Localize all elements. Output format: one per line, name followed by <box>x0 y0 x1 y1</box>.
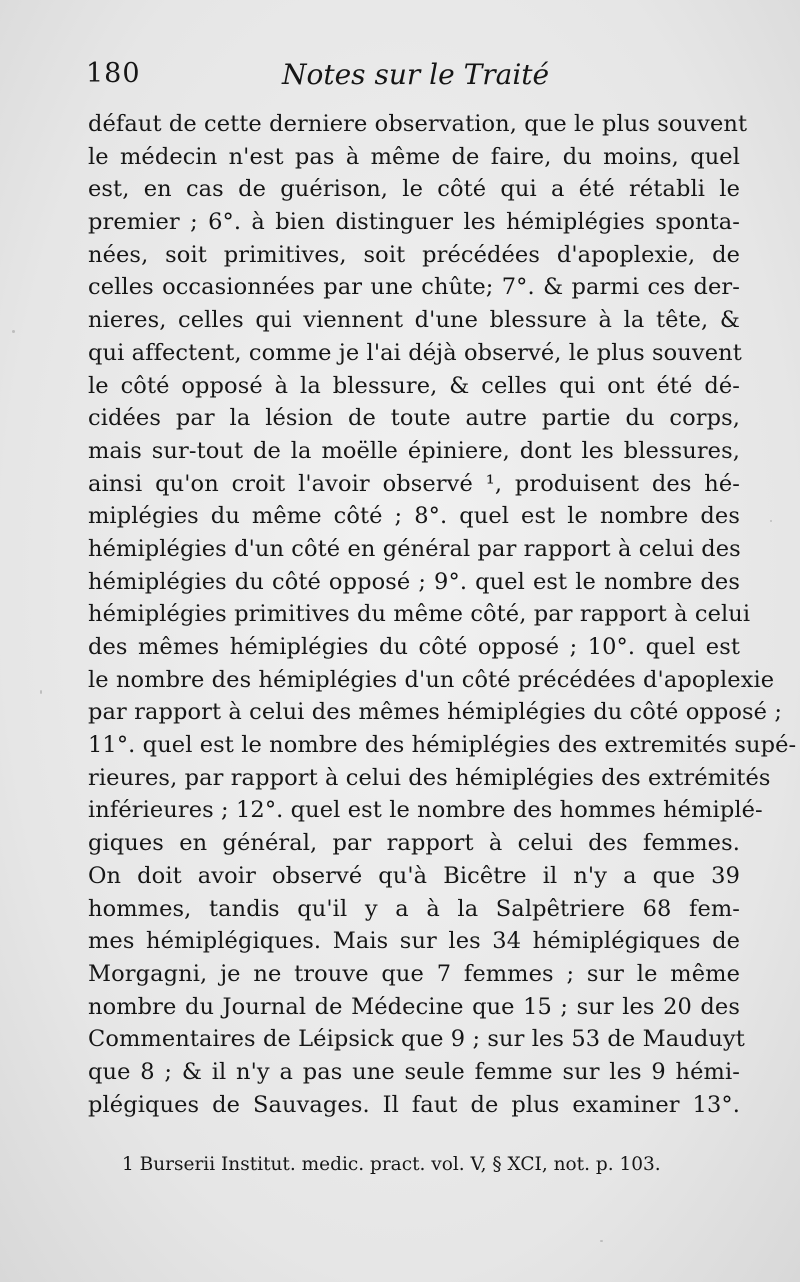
page-header <box>86 58 736 98</box>
text-line: celles occasionnées par une chûte; 7°. & parmi ces der- <box>88 274 740 301</box>
text-line: Morgagni, je ne trouve que 7 femmes ; sur le même <box>88 960 740 987</box>
footnote: 1 Burserii Institut. medic. pract. vol. V, § XCI, not. p. 103. <box>122 1154 661 1175</box>
paper-speck <box>770 520 772 522</box>
text-line: est, en cas de guérison, le côté qui a été rétabli le <box>88 176 740 203</box>
text-line: inférieures ; 12°. quel est le nombre des hommes hémiplé- <box>88 797 763 824</box>
text-line: le nombre des hémiplégies d'un côté précédées d'apoplexie <box>88 666 775 693</box>
text-line: giques en général, par rapport à celui des femmes. <box>88 830 740 857</box>
text-line: rieures, par rapport à celui des hémiplégies des extrémités <box>88 764 771 791</box>
paper-speck <box>600 1240 603 1242</box>
text-line: par rapport à celui des mêmes hémiplégies du côté opposé ; <box>88 699 782 726</box>
text-line: hémiplégies d'un côté en général par rapport à celui des <box>88 535 741 562</box>
text-line: miplégies du même côté ; 8°. quel est le nombre des <box>88 503 740 530</box>
text-line: mais sur-tout de la moëlle épiniere, dont les blessures, <box>88 437 740 464</box>
text-line: plégiques de Sauvages. Il faut de plus examiner 13°. <box>88 1091 740 1118</box>
text-line: le côté opposé à la blessure, & celles qui ont été dé- <box>88 372 740 399</box>
text-line: qui affectent, comme je l'ai déjà observé, le plus souvent <box>88 339 742 366</box>
text-line: le médecin n'est pas à même de faire, du moins, quel <box>88 143 740 170</box>
text-line: 11°. quel est le nombre des hémiplégies des extremités supé- <box>88 732 797 759</box>
text-line: que 8 ; & il n'y a pas une seule femme sur les 9 hémi- <box>88 1058 740 1085</box>
text-line: nieres, celles qui viennent d'une blessure à la tête, & <box>88 307 740 334</box>
text-line: mes hémiplégiques. Mais sur les 34 hémiplégiques de <box>88 928 740 955</box>
text-line: Commentaires de Léipsick que 9 ; sur les 53 de Mauduyt <box>88 1026 745 1053</box>
text-line: hommes, tandis qu'il y a à la Salpêtriere 68 fem- <box>88 895 740 922</box>
text-line: nombre du Journal de Médecine que 15 ; sur les 20 des <box>88 993 740 1020</box>
text-line: des mêmes hémiplégies du côté opposé ; 10°. quel est <box>88 634 740 660</box>
text-line: cidées par la lésion de toute autre partie du corps, <box>88 405 740 432</box>
text-line: nées, soit primitives, soit précédées d'apoplexie, de <box>88 241 740 268</box>
running-title: Notes sur le Traité <box>282 58 550 91</box>
text-line: On doit avoir observé qu'à Bicêtre il n'y a que 39 <box>88 862 740 889</box>
text-line: ainsi qu'on croit l'avoir observé ¹, produisent des hé- <box>88 470 740 497</box>
body-text <box>88 108 797 1121</box>
text-line: hémiplégies primitives du même côté, par rapport à celui <box>88 601 751 628</box>
text-line: premier ; 6°. à bien distinguer les hémiplégies sponta- <box>88 209 740 236</box>
text-line: défaut de cette derniere observation, que le plus souvent <box>88 111 748 137</box>
paper-speck <box>40 690 42 694</box>
paper-speck <box>12 330 15 333</box>
text-line: hémiplégies du côté opposé ; 9°. quel est le nombre des <box>88 568 740 595</box>
page-number: 180 <box>86 58 141 89</box>
